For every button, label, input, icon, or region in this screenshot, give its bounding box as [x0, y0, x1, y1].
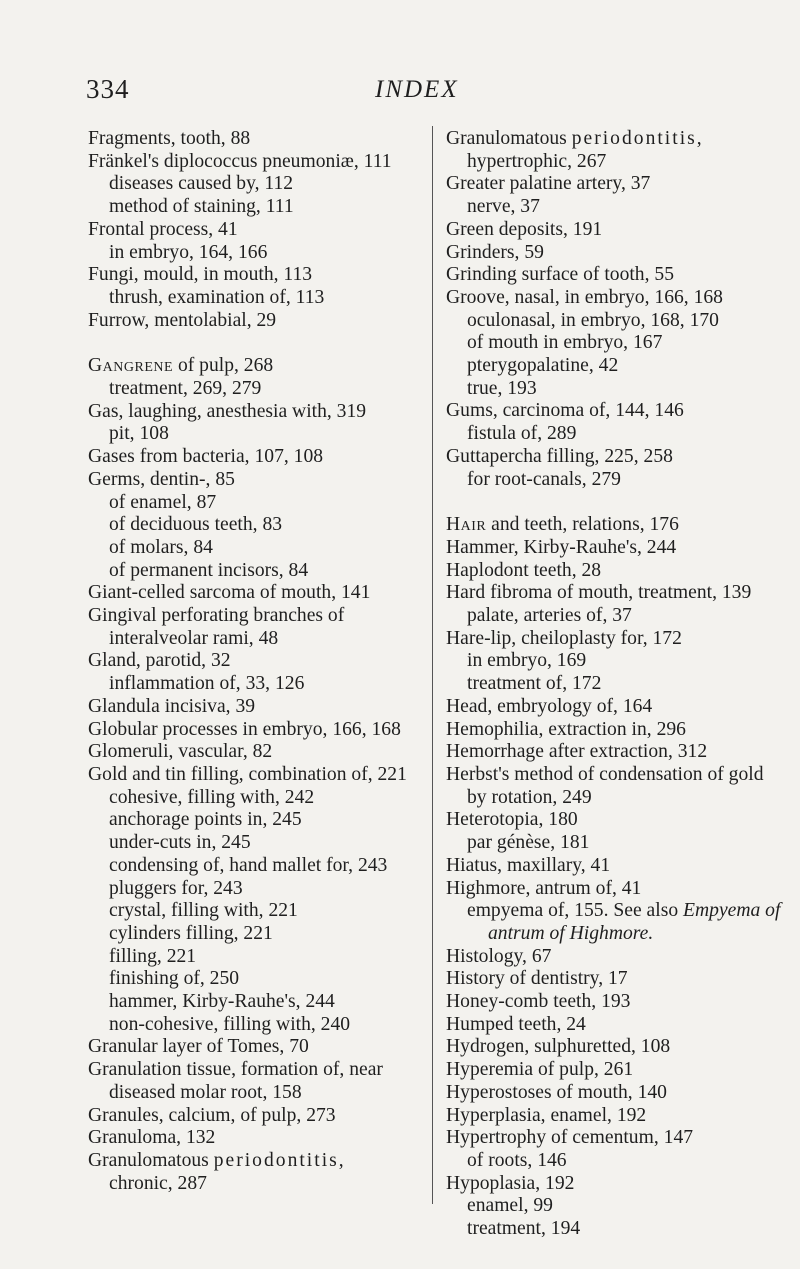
index-subentry [88, 560, 428, 583]
entry-text: Granular layer of Tomes, 70 [88, 1036, 309, 1058]
entry-text: non-cohesive, filling with, 240 [109, 1013, 351, 1035]
index-entry [446, 696, 782, 719]
entry-text: Fragments, tooth, 88 [88, 128, 251, 149]
index-entry [446, 1014, 782, 1037]
entry-text: palate, arteries of, 37 [467, 605, 632, 627]
index-entry [446, 400, 782, 423]
entry-text: in embryo, 164, 166 [109, 241, 268, 263]
entry-spaced-text: periodontitis, [571, 128, 704, 149]
index-subentry [88, 378, 428, 401]
entry-text: pluggers for, 243 [109, 877, 243, 899]
entry-text: Giant-celled sarcoma of mouth, 141 [88, 582, 371, 604]
entry-text: Guttapercha filling, 225, 258 [446, 445, 673, 467]
entry-text: condensing of, hand mallet for, 243 [109, 854, 388, 876]
entry-text: Grinding surface of tooth, 55 [446, 264, 674, 286]
entry-text: Hypertrophy of cementum, 147 [446, 1127, 694, 1149]
index-entry [446, 1173, 782, 1196]
index-entry [446, 809, 782, 832]
index-entry [446, 855, 782, 878]
entry-text: Gland, parotid, 32 [88, 650, 231, 672]
entry-text: Heterotopia, 180 [446, 809, 578, 831]
entry-text: par génèse, 181 [467, 832, 590, 854]
column-divider [432, 126, 433, 1204]
entry-text: Greater palatine artery, 37 [446, 173, 651, 195]
index-entry [88, 605, 428, 650]
entry-text: Hypoplasia, 192 [446, 1172, 575, 1194]
index-entry [446, 242, 782, 265]
index-entry [446, 1082, 782, 1105]
entry-text: Highmore, antrum of, 41 [446, 877, 642, 899]
index-subentry [88, 287, 428, 310]
entry-text: of molars, 84 [109, 536, 213, 558]
index-subentry [88, 1173, 428, 1196]
entry-text: Groove, nasal, in embryo, 166, 168 [446, 286, 723, 308]
index-entry [88, 264, 428, 287]
index-subentry [88, 673, 428, 696]
index-entry [88, 469, 428, 492]
index-entry [88, 355, 428, 378]
page-number: 334 [86, 74, 130, 104]
entry-text: filling, 221 [109, 945, 197, 967]
index-entry [446, 1127, 782, 1150]
entry-text: Hyperplasia, enamel, 192 [446, 1104, 647, 1126]
entry-text: Hammer, Kirby-Rauhe's, 244 [446, 536, 677, 558]
index-subentry [446, 151, 782, 174]
entry-text: Glomeruli, vascular, 82 [88, 741, 273, 763]
entry-text: Glandula incisiva, 39 [88, 695, 256, 717]
entry-text: nerve, 37 [467, 196, 540, 218]
index-subentry [88, 832, 428, 855]
index-entry [446, 128, 782, 151]
index-subentry [446, 650, 782, 673]
entry-text: of enamel, 87 [109, 491, 217, 513]
entry-text: in embryo, 169 [467, 650, 587, 672]
cross-reference: Empyema of antrum of Highmore. [488, 900, 781, 944]
index-column-left [88, 128, 428, 1195]
entry-text: Hemorrhage after extraction, 312 [446, 741, 708, 763]
entry-text: fistula of, 289 [467, 423, 577, 445]
entry-text: oculonasal, in embryo, 168, 170 [467, 309, 719, 331]
entry-text: anchorage points in, 245 [109, 809, 302, 831]
index-subentry [446, 605, 782, 628]
entry-text: Gingival perforating branches of interalveolar rami, 48 [88, 605, 345, 649]
entry-text: inflammation of, 33, 126 [109, 673, 305, 695]
index-entry [88, 1059, 428, 1104]
index-subentry [446, 355, 782, 378]
index-subentry [88, 923, 428, 946]
entry-text: Granuloma, 132 [88, 1127, 216, 1149]
index-entry [446, 1036, 782, 1059]
entry-text: Grinders, 59 [446, 241, 544, 263]
index-entry [446, 1105, 782, 1128]
index-entry [88, 310, 428, 333]
index-entry [88, 1105, 428, 1128]
index-subentry [88, 855, 428, 878]
index-entry [446, 287, 782, 310]
index-subentry [88, 173, 428, 196]
entry-text: true, 193 [467, 377, 537, 399]
entry-text: treatment of, 172 [467, 673, 602, 695]
entry-text: diseases caused by, 112 [109, 173, 294, 195]
index-entry [88, 741, 428, 764]
entry-text: Humped teeth, 24 [446, 1013, 586, 1035]
running-head: INDEX [375, 76, 459, 103]
entry-text: cohesive, filling with, 242 [109, 786, 315, 808]
entry-text: Hard fibroma of mouth, treatment, 139 [446, 582, 752, 604]
index-entry [446, 514, 782, 537]
index-entry [446, 719, 782, 742]
entry-text: of mouth in embryo, 167 [467, 332, 663, 354]
index-subentry [88, 537, 428, 560]
index-subentry [446, 1195, 782, 1218]
index-subentry [88, 878, 428, 901]
entry-text: Herbst's method of condensation of gold by rotation, 249 [446, 763, 764, 808]
entry-text: hammer, Kirby-Rauhe's, 244 [109, 991, 335, 1013]
entry-text: method of staining, 111 [109, 196, 294, 218]
entry-text: Hydrogen, sulphuretted, 108 [446, 1036, 671, 1058]
index-entry [446, 764, 782, 809]
index-subentry [446, 378, 782, 401]
index-subentry [446, 673, 782, 696]
entry-text: Hare-lip, cheiloplasty for, 172 [446, 627, 682, 649]
index-entry [88, 719, 428, 742]
index-subentry [88, 991, 428, 1014]
index-subentry [446, 423, 782, 446]
entry-text: Germs, dentin-, 85 [88, 468, 235, 490]
entry-text: of pulp, 268 [173, 355, 274, 377]
index-subentry [446, 332, 782, 355]
entry-text: and teeth, relations, 176 [486, 514, 679, 536]
index-entry [88, 1127, 428, 1150]
index-subentry [88, 242, 428, 265]
entry-text: Granulomatous [446, 128, 572, 149]
index-subentry [446, 196, 782, 219]
entry-text: chronic, 287 [109, 1172, 207, 1194]
index-subentry [88, 900, 428, 923]
index-subentry [88, 1014, 428, 1037]
index-subentry [88, 196, 428, 219]
index-entry [88, 219, 428, 242]
index-entry [88, 696, 428, 719]
index-column-right [446, 128, 782, 1241]
index-entry [446, 628, 782, 651]
index-entry [88, 401, 428, 424]
index-subentry [88, 968, 428, 991]
entry-text: Hiatus, maxillary, 41 [446, 854, 611, 876]
entry-text: crystal, filling with, 221 [109, 900, 298, 922]
entry-text: Gases from bacteria, 107, 108 [88, 446, 324, 468]
index-subentry [88, 787, 428, 810]
entry-text: Green deposits, 191 [446, 218, 603, 240]
index-entry [446, 537, 782, 560]
entry-text: Haplodont teeth, 28 [446, 559, 602, 581]
index-entry [446, 582, 782, 605]
entry-text: Frontal process, 41 [88, 218, 238, 240]
entry-text: Gold and tin filling, combination of, 221 [88, 763, 407, 785]
letter-section-head: Hair [446, 514, 487, 536]
index-entry [88, 446, 428, 469]
index-entry [88, 151, 428, 174]
index-entry [446, 1059, 782, 1082]
entry-text: Granulomatous [88, 1149, 214, 1171]
index-entry [88, 128, 428, 151]
entry-text: Hyperemia of pulp, 261 [446, 1059, 634, 1081]
index-subentry [446, 900, 782, 945]
index-subentry [88, 492, 428, 515]
index-entry [88, 764, 428, 787]
entry-text: Gas, laughing, anesthesia with, 319 [88, 400, 367, 422]
letter-section-head: Gangrene [88, 355, 174, 377]
index-subentry [446, 832, 782, 855]
index-entry [446, 878, 782, 901]
index-entry [446, 968, 782, 991]
index-subentry [88, 423, 428, 446]
entry-text: Hyperostoses of mouth, 140 [446, 1081, 667, 1103]
index-subentry [88, 514, 428, 537]
index-entry [446, 946, 782, 969]
entry-text: Furrow, mentolabial, 29 [88, 309, 277, 331]
entry-text: for root-canals, 279 [467, 468, 621, 490]
entry-text: Histology, 67 [446, 945, 552, 967]
entry-text: finishing of, 250 [109, 968, 240, 990]
index-subentry [446, 310, 782, 333]
entry-text: treatment, 269, 279 [109, 378, 262, 400]
index-subentry [446, 1150, 782, 1173]
index-entry [446, 173, 782, 196]
entry-text: empyema of, 155. See also [467, 900, 684, 922]
entry-text: cylinders filling, 221 [109, 922, 273, 944]
index-entry [446, 741, 782, 764]
entry-text: Globular processes in embryo, 166, 168 [88, 718, 401, 740]
index-entry [446, 991, 782, 1014]
entry-text: History of dentistry, 17 [446, 968, 628, 990]
entry-text: enamel, 99 [467, 1195, 553, 1217]
entry-text: of deciduous teeth, 83 [109, 514, 283, 536]
entry-text: of permanent incisors, 84 [109, 559, 309, 581]
index-entry [446, 264, 782, 287]
entry-text: Head, embryology of, 164 [446, 695, 653, 717]
entry-text: Honey-comb teeth, 193 [446, 991, 631, 1013]
index-subentry [88, 946, 428, 969]
index-subentry [446, 1218, 782, 1241]
entry-text: Gums, carcinoma of, 144, 146 [446, 400, 684, 422]
entry-text: thrush, examination of, 113 [109, 286, 325, 308]
index-entry [446, 219, 782, 242]
index-entry [88, 1036, 428, 1059]
entry-text: hypertrophic, 267 [467, 150, 607, 172]
entry-text: Fungi, mould, in mouth, 113 [88, 264, 313, 286]
index-entry [88, 650, 428, 673]
index-entry [88, 582, 428, 605]
entry-text: treatment, 194 [467, 1218, 581, 1240]
index-entry [88, 1150, 428, 1173]
index-entry [446, 560, 782, 583]
index-subentry [446, 469, 782, 492]
index-entry [446, 446, 782, 469]
entry-text: Fränkel's diplococcus pneumoniæ, 111 [88, 150, 392, 172]
entry-text: Granulation tissue, formation of, near diseased molar root, 158 [88, 1059, 383, 1103]
entry-text: under-cuts in, 245 [109, 832, 251, 854]
index-subentry [88, 809, 428, 832]
entry-text: pit, 108 [109, 423, 169, 445]
entry-text: pterygopalatine, 42 [467, 355, 619, 377]
entry-text: Granules, calcium, of pulp, 273 [88, 1104, 336, 1126]
entry-text: of roots, 146 [467, 1149, 567, 1171]
entry-spaced-text: periodontitis, [213, 1149, 346, 1171]
entry-text: Hemophilia, extraction in, 296 [446, 718, 686, 740]
